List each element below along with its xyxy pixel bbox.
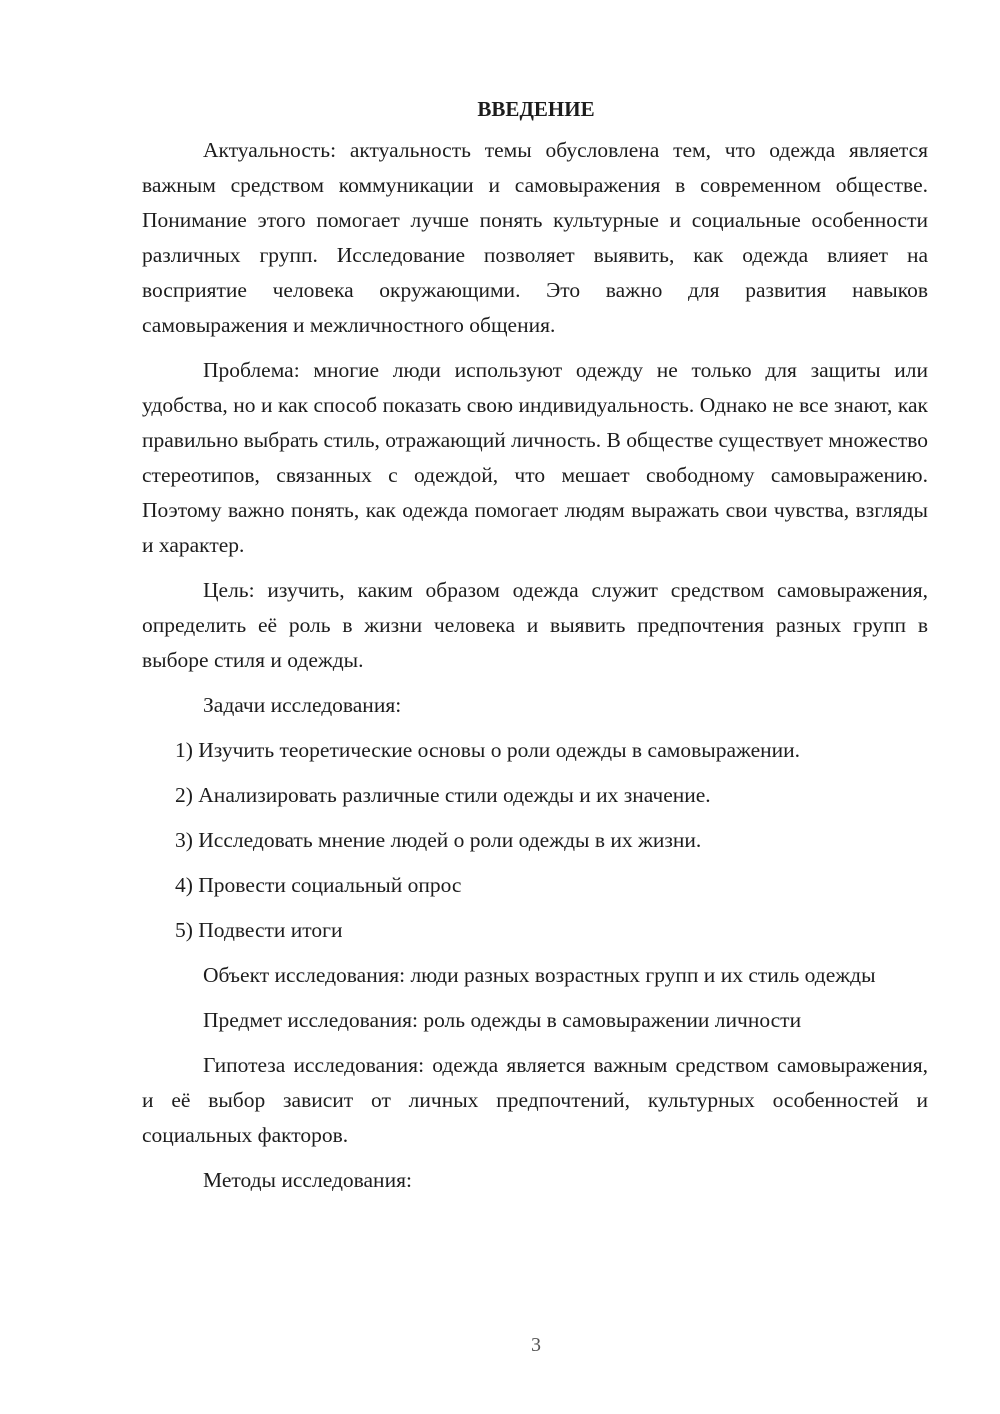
problem-paragraph: Проблема: многие люди используют одежду не только для защиты или удобства, но и как способ показать свою индивидуальность. Однако не все знают, как правильно выбрать стиль, отражающий личность. В обществе существует множество стереотипов, связанных с одеждой, что мешает свободному самовыражению. Поэтому важно понять, как одежда помогает людям выражать свои чувства, взгляды и характер. [142, 358, 928, 557]
subject-paragraph: Предмет исследования: роль одежды в самовыражении личности [203, 1008, 802, 1032]
task-item-4: 4) Провести социальный опрос [175, 873, 462, 897]
task-item-5: 5) Подвести итоги [175, 918, 343, 942]
tasks-heading: Задачи исследования: [203, 693, 402, 717]
page-number: 3 [531, 1334, 541, 1356]
document-page [142, 92, 928, 1208]
task-item-1: 1) Изучить теоретические основы о роли одежды в самовыражении. [175, 738, 801, 762]
task-item-3: 3) Исследовать мнение людей о роли одежды в их жизни. [175, 828, 702, 852]
object-paragraph: Объект исследования: люди разных возрастных групп и их стиль одежды [203, 963, 876, 987]
tasks-list [142, 733, 928, 948]
goal-paragraph: Цель: изучить, каким образом одежда служит средством самовыражения, определить её роль в жизни человека и выявить предпочтения разных групп в выборе стиля и одежды. [142, 578, 928, 672]
task-item-2: 2) Анализировать различные стили одежды и их значение. [175, 783, 711, 807]
methods-heading: Методы исследования: [203, 1168, 412, 1192]
relevance-paragraph: Актуальность: актуальность темы обусловлена тем, что одежда является важным средством коммуникации и самовыражения в современном обществе. Понимание этого помогает лучше понять культурные и социальные особенности различных групп. Исследование позволяет выявить, как одежда влияет на восприятие человека окружающими. Это важно для развития навыков самовыражения и межличностного общения. [142, 138, 928, 337]
hypothesis-paragraph: Гипотеза исследования: одежда является важным средством самовыражения, и её выбор зависит от личных предпочтений, культурных особенностей и социальных факторов. [142, 1053, 928, 1147]
section-title: ВВЕДЕНИЕ [477, 97, 595, 121]
